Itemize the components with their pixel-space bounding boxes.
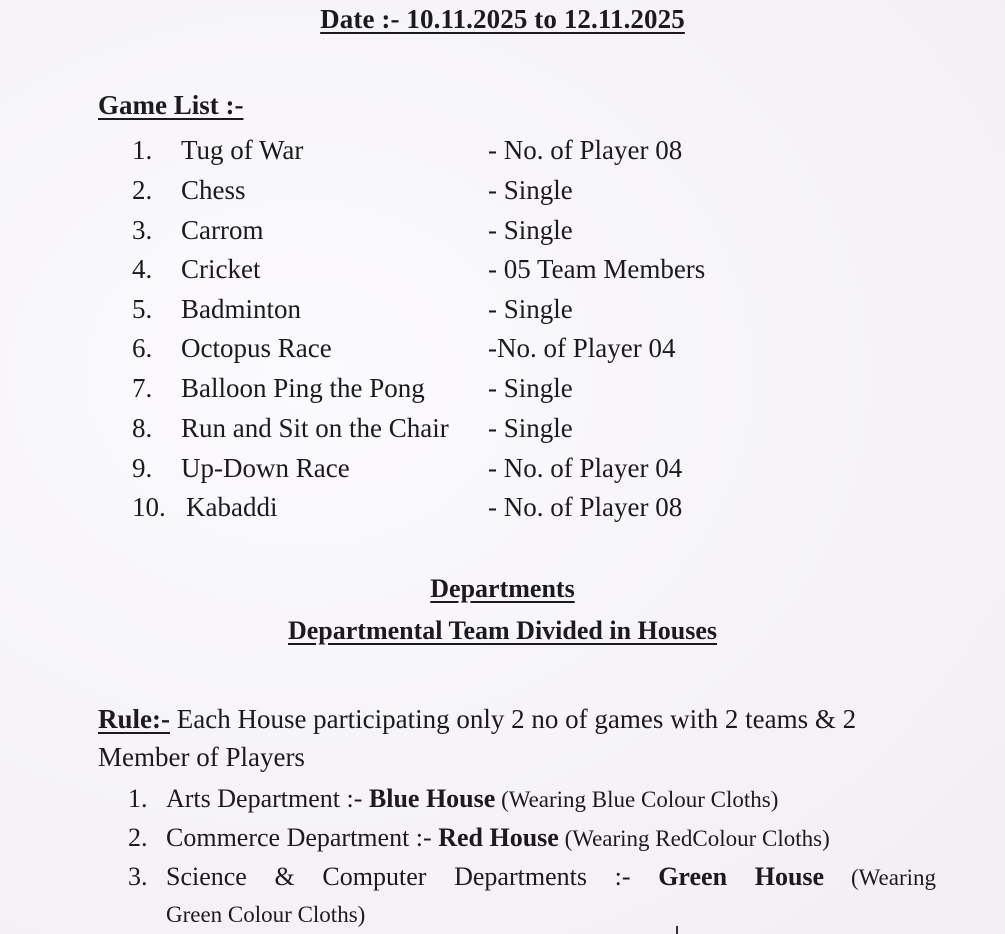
house-note: (Wearing RedColour Cloths) [558,826,830,851]
game-detail: - No. of Player 08 [488,492,683,522]
game-name: Badminton [181,294,301,324]
game-number: 1. [132,135,153,165]
game-number: 7. [132,373,153,403]
game-detail: - Single [488,215,573,245]
department-name: Science & Computer Departments :- [166,862,659,891]
date-heading: Date :- 10.11.2025 to 12.11.2025 [320,4,685,34]
department-name: Commerce Department :- [166,823,439,852]
house-note: (Wearing [824,865,936,890]
game-detail: - 05 Team Members [488,254,706,284]
game-list-item [0,448,1005,488]
game-list-item [0,487,1005,527]
game-detail: - Single [488,294,573,324]
game-list-item [0,328,1005,368]
game-list-item [0,130,1005,170]
game-list-item [0,289,1005,329]
house-name: Blue House [368,784,496,813]
house-name: Red House [438,823,559,852]
game-list-heading: Game List :- [98,90,244,120]
rule-text: Each House participating only 2 no of games with 2 teams & 2 Member of Players [98,704,857,772]
game-name: Chess [181,175,246,205]
scan-mark [676,926,678,934]
game-number: 5. [132,294,153,324]
game-detail: - Single [488,175,573,205]
game-detail: - No. of Player 04 [488,453,683,483]
house-number: 3. [128,862,148,891]
house-number: 2. [128,823,148,852]
house-note-continued: Green Colour Cloths) [166,902,366,927]
game-number: 9. [132,453,153,483]
game-detail: - Single [488,373,573,403]
game-name: Kabaddi [186,492,278,522]
game-name: Octopus Race [181,333,332,363]
house-note: (Wearing Blue Colour Cloths) [495,787,779,812]
rule-label: Rule:- [98,704,170,734]
game-list-item [0,408,1005,448]
game-list-item [0,368,1005,408]
game-number: 3. [132,215,153,245]
rule-paragraph [98,700,938,776]
game-detail: -No. of Player 04 [488,333,676,363]
game-list-item [0,170,1005,210]
game-name: Tug of War [181,135,304,165]
game-number: 4. [132,254,153,284]
game-name: Up-Down Race [181,453,350,483]
game-detail: - Single [488,413,573,443]
game-list-item [0,249,1005,289]
department-name: Arts Department :- [166,784,369,813]
game-number: 6. [132,333,153,363]
house-number: 1. [128,784,148,813]
game-name: Balloon Ping the Pong [181,373,425,403]
game-name: Carrom [181,215,264,245]
game-detail: - No. of Player 08 [488,135,683,165]
departments-heading: Departments [430,574,575,603]
game-list-item [0,210,1005,250]
game-number: 2. [132,175,153,205]
house-name: Green House [658,862,825,891]
game-name: Cricket [181,254,261,284]
departments-subheading: Departmental Team Divided in Houses [287,616,718,645]
game-number: 8. [132,413,153,443]
game-name: Run and Sit on the Chair [181,413,449,443]
game-number: 10. [132,492,166,522]
